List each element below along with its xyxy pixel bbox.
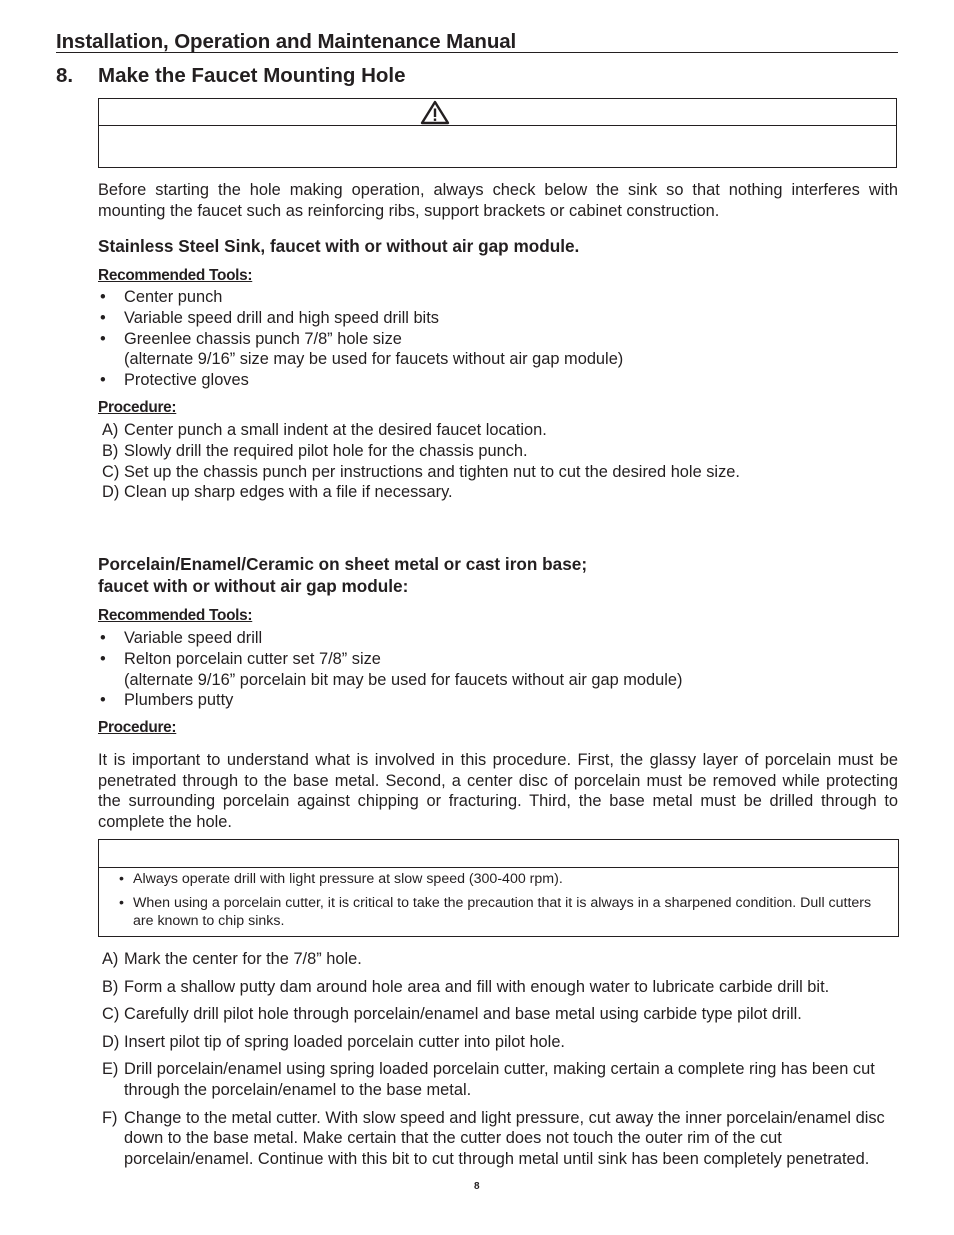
procedure-step bbox=[98, 977, 888, 998]
step-text: Carefully drill pilot hole through porcelain/enamel and base metal using carbide type pilot drill. bbox=[124, 1005, 802, 1024]
step-label: C) bbox=[102, 462, 120, 481]
porcelain-heading bbox=[98, 553, 587, 597]
procedure-step bbox=[98, 1032, 888, 1053]
stainless-tools-label: Recommended Tools: bbox=[98, 267, 253, 284]
warning-triangle-icon bbox=[420, 100, 450, 125]
stainless-tools-list bbox=[98, 287, 888, 391]
procedure-step bbox=[98, 1004, 888, 1025]
step-label: D) bbox=[102, 1032, 120, 1051]
tool-text: Protective gloves bbox=[124, 371, 249, 390]
tool-text: Relton porcelain cutter set 7/8” size bbox=[124, 649, 381, 668]
page-number: 8 bbox=[474, 1181, 480, 1192]
tool-text: Variable speed drill and high speed drill bits bbox=[124, 308, 439, 327]
bullet: • bbox=[100, 308, 106, 327]
step-text: Change to the metal cutter. With slow speed and light pressure, cut away the inner porcelain/enamel disc down to the base metal. Make certain that the cutter does not touch the outer rim of the cut porcelain/enamel. Continue with this bit to cut through metal until sink has been completely penetrated. bbox=[124, 1108, 885, 1168]
tool-note: (alternate 9/16” porcelain bit may be used for faucets without air gap module) bbox=[124, 670, 683, 689]
bullet: • bbox=[100, 371, 106, 390]
step-label: A) bbox=[102, 421, 119, 439]
bullet: • bbox=[119, 895, 124, 911]
list-item bbox=[98, 649, 888, 691]
caution-box bbox=[98, 839, 899, 937]
caution-list bbox=[99, 870, 898, 930]
list-item bbox=[98, 308, 888, 329]
step-text: Mark the center for the 7/8” hole. bbox=[124, 950, 362, 968]
porcelain-tools-list bbox=[98, 628, 888, 711]
caution-item bbox=[99, 870, 898, 888]
step-label: C) bbox=[102, 1005, 120, 1024]
procedure-step bbox=[98, 482, 888, 503]
step-label: B) bbox=[102, 441, 119, 460]
title-rule bbox=[56, 52, 898, 53]
step-text: Insert pilot tip of spring loaded porcelain cutter into pilot hole. bbox=[124, 1032, 565, 1051]
procedure-step bbox=[98, 1059, 888, 1100]
porcelain-procedure-label: Procedure: bbox=[98, 719, 177, 736]
stainless-heading: Stainless Steel Sink, faucet with or without air gap module. bbox=[98, 236, 580, 256]
stainless-steps bbox=[98, 420, 888, 503]
list-item bbox=[98, 287, 888, 308]
tool-note: (alternate 9/16” size may be used for faucets without air gap module) bbox=[124, 350, 624, 369]
manual-title: Installation, Operation and Maintenance Manual bbox=[56, 30, 517, 53]
step-text: Form a shallow putty dam around hole area and fill with enough water to lubricate carbide drill bit. bbox=[124, 977, 830, 996]
porcelain-heading-line2: faucet with or without air gap module: bbox=[98, 576, 409, 596]
caution-text: Always operate drill with light pressure at slow speed (300-400 rpm). bbox=[133, 871, 563, 887]
bullet: • bbox=[100, 288, 106, 306]
step-text: Clean up sharp edges with a file if necessary. bbox=[124, 483, 453, 502]
list-item bbox=[98, 329, 888, 371]
section-title: Make the Faucet Mounting Hole bbox=[98, 64, 406, 87]
step-label: F) bbox=[102, 1108, 118, 1127]
procedure-step bbox=[98, 1108, 888, 1170]
caution-text: When using a porcelain cutter, it is critical to take the precaution that it is always in a sharpened condition. Dull cutters are known to chip sinks. bbox=[133, 895, 872, 929]
tool-text: Greenlee chassis punch 7/8” hole size bbox=[124, 329, 402, 348]
porcelain-steps bbox=[98, 949, 888, 1169]
stainless-procedure-label: Procedure: bbox=[98, 399, 177, 416]
step-label: A) bbox=[102, 950, 119, 968]
procedure-step bbox=[98, 420, 888, 441]
step-text: Slowly drill the required pilot hole for the chassis punch. bbox=[124, 441, 528, 460]
porcelain-explanation: It is important to understand what is involved in this procedure. First, the glassy layer of porcelain must be penetrated through to the base metal. Second, a center disc of porcelain must be removed while protecting the surrounding porcelain against chipping or fracturing. Third, the base metal must be drilled through to complete the hole. bbox=[98, 751, 898, 831]
procedure-step bbox=[98, 949, 888, 970]
tool-text: Variable speed drill bbox=[124, 629, 263, 647]
bullet: • bbox=[100, 691, 106, 710]
step-text: Set up the chassis punch per instructions and tighten nut to cut the desired hole size. bbox=[124, 462, 740, 481]
warning-box bbox=[98, 98, 897, 168]
caution-item bbox=[99, 894, 898, 930]
step-label: D) bbox=[102, 483, 120, 502]
porcelain-tools-label: Recommended Tools: bbox=[98, 607, 253, 624]
list-item bbox=[98, 628, 888, 649]
tool-text: Plumbers putty bbox=[124, 691, 234, 710]
section-number: 8. bbox=[56, 64, 74, 87]
list-item bbox=[98, 690, 888, 711]
procedure-step bbox=[98, 462, 888, 483]
step-label: E) bbox=[102, 1060, 119, 1079]
caution-box-header bbox=[99, 840, 898, 868]
step-text: Center punch a small indent at the desired faucet location. bbox=[124, 421, 547, 439]
warning-box-header bbox=[99, 99, 896, 126]
list-item bbox=[98, 370, 888, 391]
bullet: • bbox=[100, 629, 106, 647]
step-text: Drill porcelain/enamel using spring loaded porcelain cutter, making certain a complete ring has been cut through the porcelain/enamel to the base metal. bbox=[124, 1060, 875, 1099]
bullet: • bbox=[100, 329, 106, 348]
porcelain-heading-line1: Porcelain/Enamel/Ceramic on sheet metal or cast iron base; bbox=[98, 554, 588, 574]
intro-paragraph: Before starting the hole making operation, always check below the sink so that nothing interferes with mounting the faucet such as reinforcing ribs, support brackets or cabinet construction. bbox=[98, 181, 898, 220]
procedure-step bbox=[98, 441, 888, 462]
tool-text: Center punch bbox=[124, 288, 223, 306]
step-label: B) bbox=[102, 977, 119, 996]
bullet: • bbox=[119, 871, 124, 887]
bullet: • bbox=[100, 649, 106, 668]
